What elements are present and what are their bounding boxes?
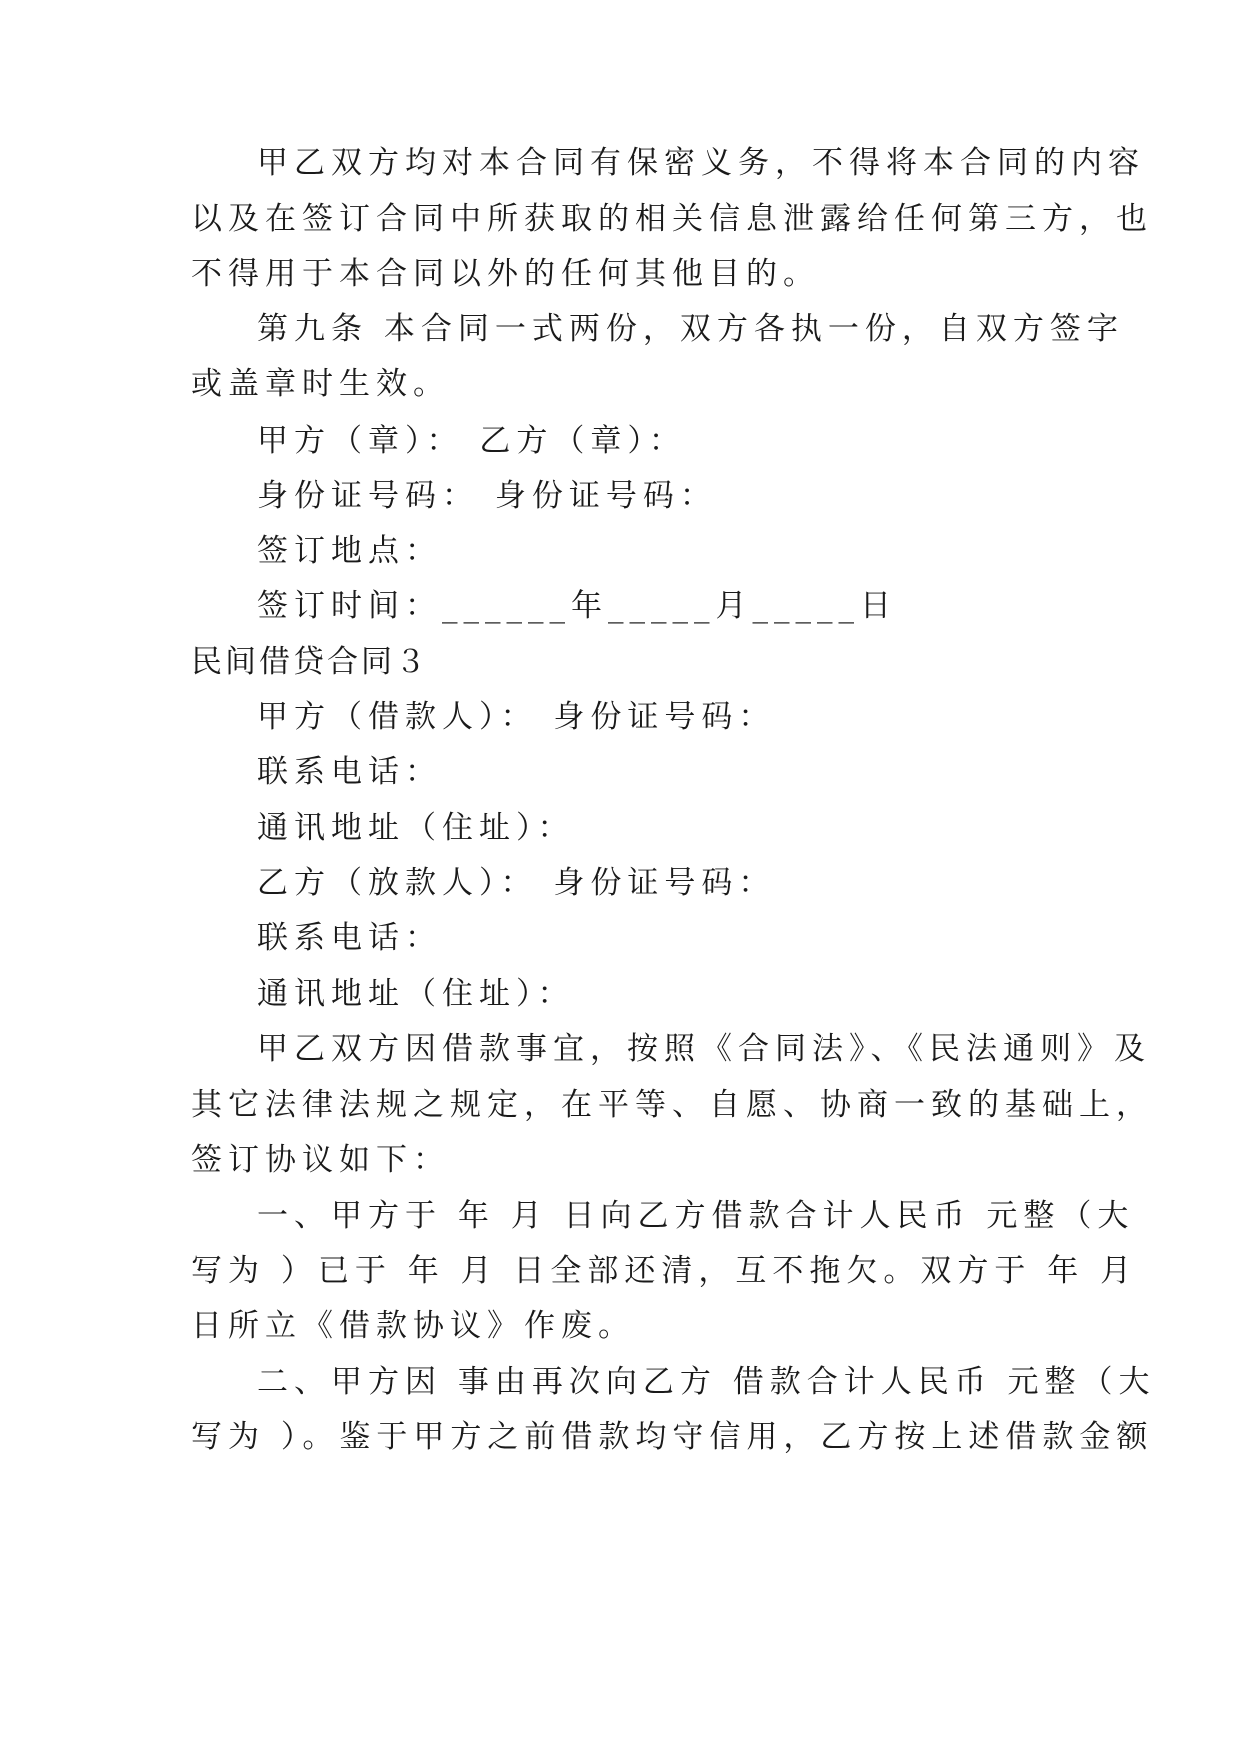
clause-two-line-1: 二、甲方因 事由再次向乙方 借款合计人民币 元整（大 [257,1364,1156,1400]
preamble-line-2: 其它法律法规之规定，在平等、自愿、协商一致的基础上， [191,1087,1153,1123]
confidentiality-paragraph-line-3: 不得用于本合同以外的任何其他目的。 [191,256,820,292]
clause-one-line-2: 写为 ）已于 年 月 日全部还清，互不拖欠。双方于 年 月 [191,1253,1138,1289]
confidentiality-paragraph-line-2: 以及在签订合同中所获取的相关信息泄露给任何第三方，也 [191,201,1153,237]
borrower-address-line: 通讯地址（住址）： [257,810,575,846]
clause-two-line-2: 写为 ）。鉴于甲方之前借款均守信用，乙方按上述借款金额 [191,1419,1154,1455]
borrower-phone-line: 联系电话： [257,754,442,790]
lender-phone-line: 联系电话： [257,920,442,956]
id-numbers-line: 身份证号码： 身份证号码： [257,478,717,514]
party-seals-line: 甲方（章）： 乙方（章）： [257,423,686,459]
clause-one-line-3: 日所立《借款协议》作废。 [191,1308,635,1344]
article-nine-line-2: 或盖章时生效。 [191,366,450,402]
preamble-line-1: 甲乙双方因借款事宜，按照《合同法》、《民法通则》及 [257,1031,1151,1067]
lender-line: 乙方（放款人）： 身份证号码： [257,865,776,901]
lender-address-line: 通讯地址（住址）： [257,976,575,1012]
article-nine-line-1: 第九条 本合同一式两份，双方各执一份，自双方签字 [257,311,1124,347]
clause-one-line-1: 一、甲方于 年 月 日向乙方借款合计人民币 元整（大 [257,1198,1135,1234]
contract-title: 民间借贷合同３ [191,644,429,680]
signing-date-line: 签订时间：______年_____月_____日 [257,588,897,624]
signing-place-line: 签订地点： [257,533,442,569]
borrower-line: 甲方（借款人）： 身份证号码： [257,699,776,735]
preamble-line-3: 签订协议如下： [191,1142,450,1178]
confidentiality-paragraph-line-1: 甲乙双方均对本合同有保密义务，不得将本合同的内容 [257,145,1145,181]
